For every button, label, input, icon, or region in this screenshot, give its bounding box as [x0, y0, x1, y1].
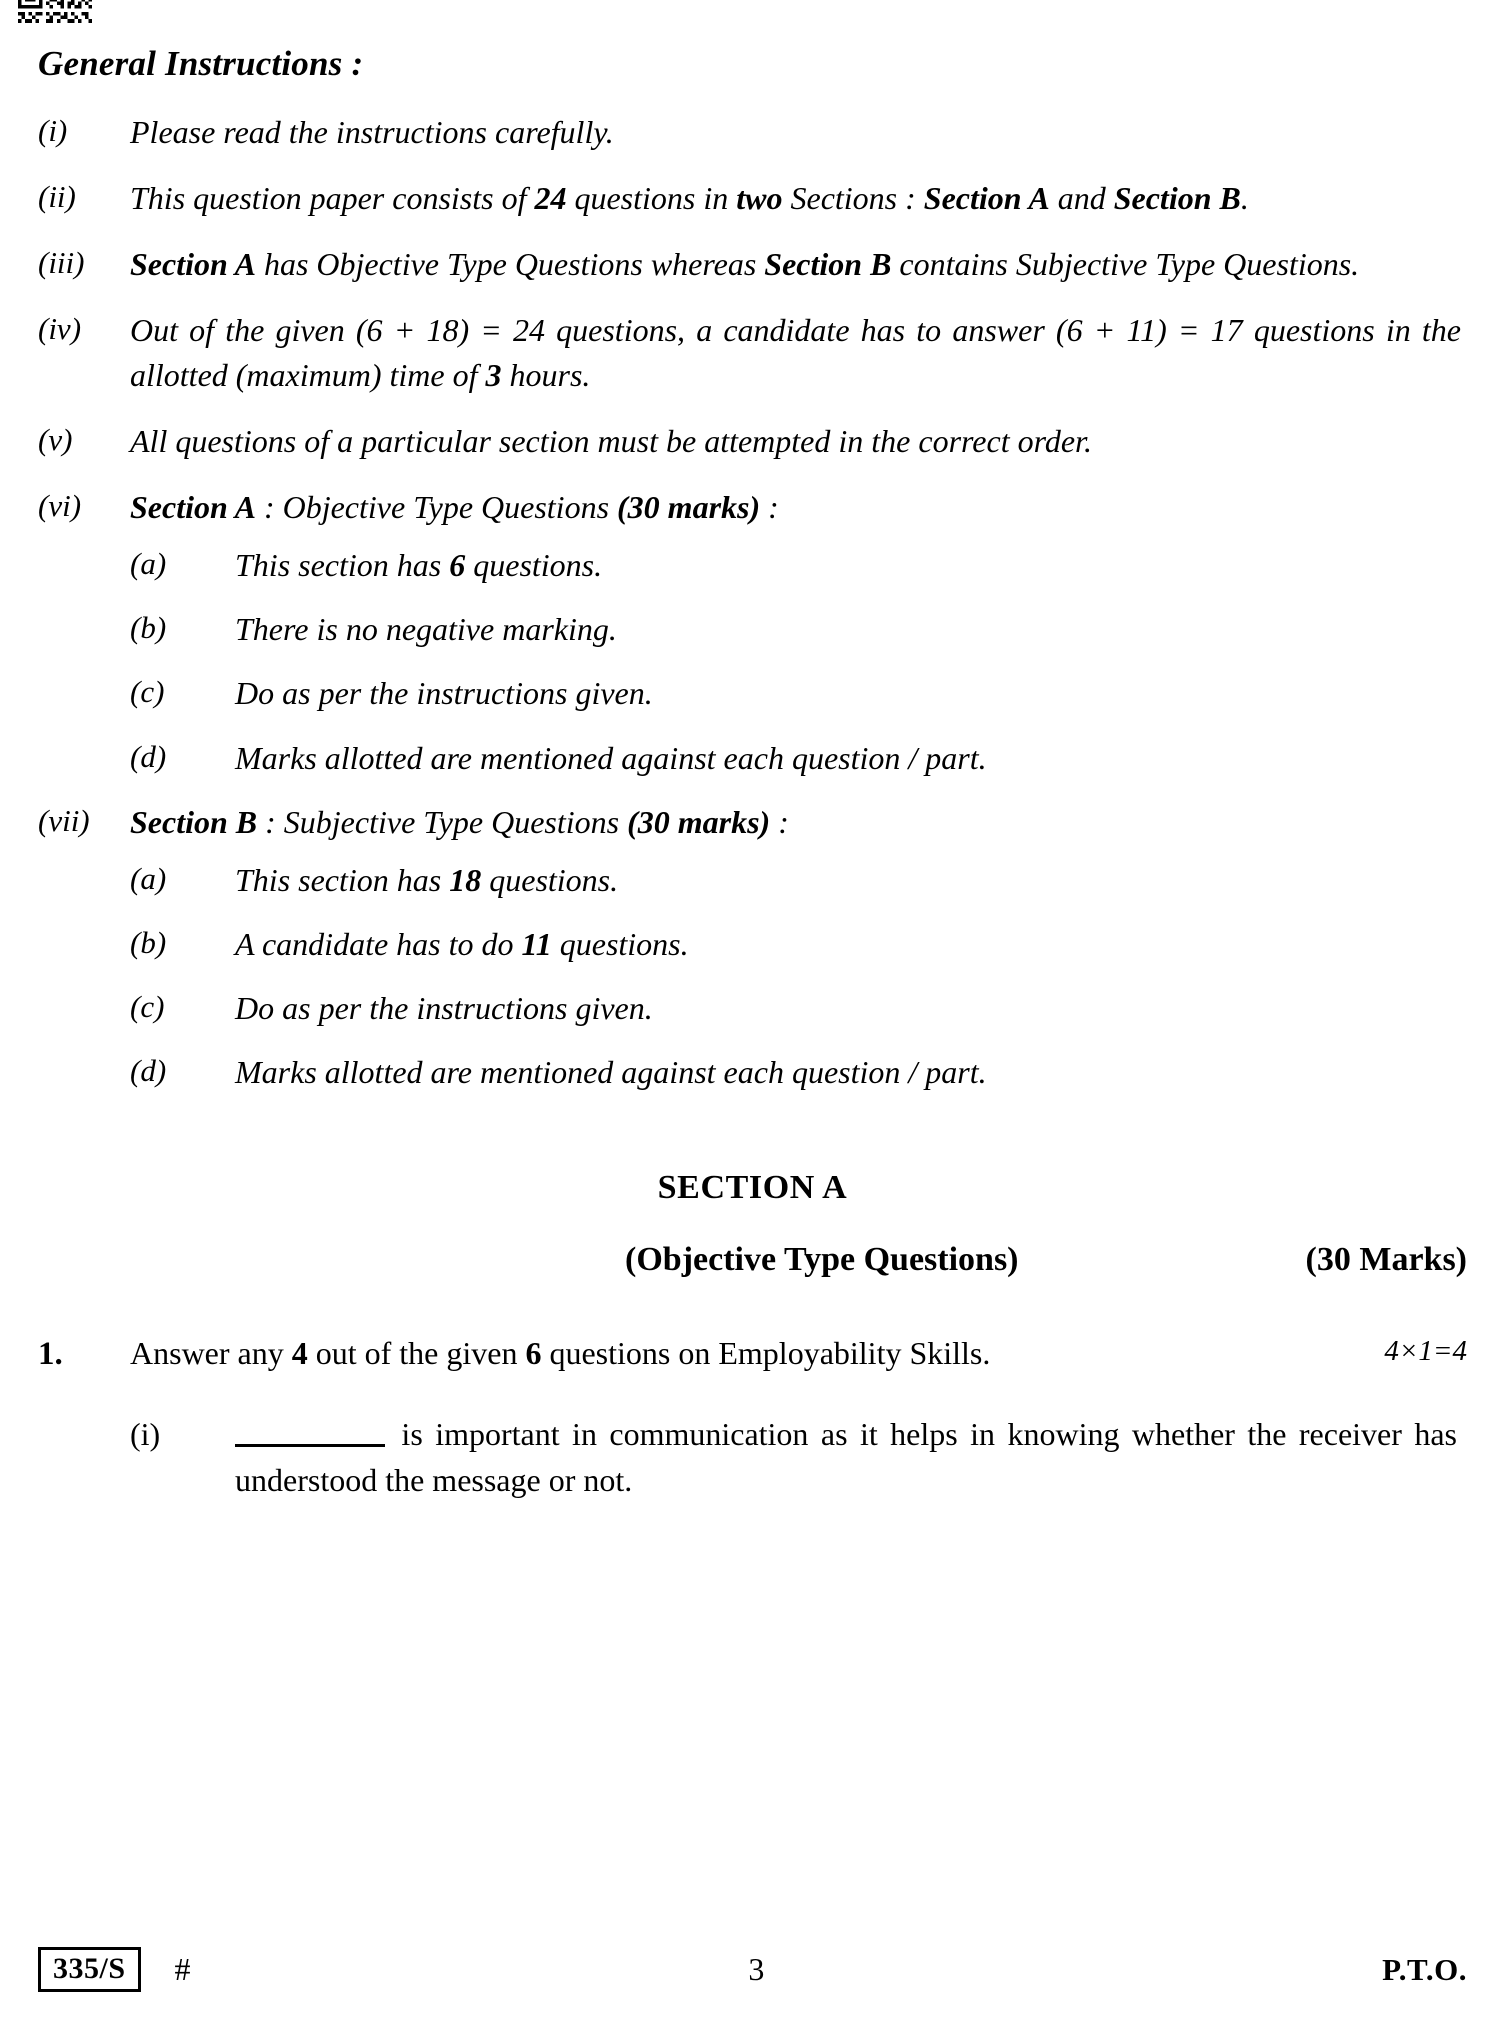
sub-item-marker: (d) [130, 738, 167, 774]
plain-text: Do as per the instructions given. [235, 675, 653, 712]
instructions-list [38, 110, 1467, 463]
question-1-row [38, 1331, 1467, 1377]
question-part-text [235, 1411, 1467, 1504]
sub-item-text [235, 671, 1467, 715]
plain-text: There is no negative marking. [235, 611, 617, 648]
fill-in-blank [235, 1412, 385, 1447]
emphasis-text: Section B [130, 803, 258, 840]
plain-text: is important in communication as it helps in knowing whether the receiver has understood the message or not. [235, 1415, 1457, 1499]
sub-item-text [235, 986, 1467, 1030]
plain-text: Answer any [130, 1334, 292, 1371]
sub-item-marker: (d) [130, 1053, 167, 1089]
question-text [130, 1331, 1356, 1376]
sub-item-text [235, 736, 1467, 780]
section-a-subtitle-row [38, 1241, 1467, 1279]
sub-item-marker: (a) [130, 860, 167, 896]
instruction-text [130, 800, 1467, 844]
general-instructions-title: General Instructions : [38, 44, 364, 83]
emphasis-text: 24 [534, 180, 567, 217]
question-part-marker: (i) [130, 1415, 161, 1452]
plain-text: Do as per the instructions given. [235, 990, 653, 1027]
plain-text: : Subjective Type Questions [257, 803, 628, 840]
emphasis-text: Section A [923, 180, 1050, 217]
section-b-sub-items [38, 858, 1467, 1095]
page-footer [38, 1947, 1467, 1992]
plain-text: Please read the instructions carefully. [130, 114, 614, 150]
plain-text: questions in [566, 180, 737, 217]
instruction-marker: (i) [38, 113, 68, 148]
plain-text: Marks allotted are mentioned against each question / part. [235, 739, 987, 776]
question-1-parts [38, 1411, 1467, 1504]
emphasis-text: 3 [485, 356, 502, 393]
instruction-sub-item [130, 736, 1467, 780]
plain-text: questions on Employability Skills. [541, 1334, 991, 1371]
instruction-text [130, 242, 1467, 286]
section-a-subtitle: (Objective Type Questions) [625, 1240, 1019, 1278]
section-a-marks: (30 Marks) [1305, 1240, 1467, 1278]
section-b-instruction-block [38, 800, 1467, 1095]
sub-item-marker: (c) [130, 674, 165, 710]
plain-text: . [1240, 180, 1249, 217]
instruction-marker: (iv) [38, 311, 82, 347]
paper-code-badge: 335/S [38, 1947, 141, 1992]
sub-item-marker: (a) [130, 546, 167, 582]
instruction-item [38, 242, 1467, 286]
sub-item-text [235, 1050, 1467, 1094]
instruction-sub-item [130, 922, 1467, 966]
plain-text: hours. [501, 356, 591, 393]
instruction-sub-item [130, 858, 1467, 902]
instruction-item [38, 308, 1467, 396]
instruction-item [38, 419, 1467, 463]
emphasis-text: 4 [291, 1334, 308, 1371]
instruction-text [130, 485, 1467, 529]
instruction-text [130, 110, 1467, 154]
plain-text: contains Subjective Type Questions. [891, 246, 1360, 283]
emphasis-text: 6 [525, 1334, 542, 1371]
section-a-sub-items [38, 543, 1467, 780]
emphasis-text: (30 marks) [627, 803, 771, 840]
question-part [130, 1411, 1467, 1504]
plain-text: questions. [551, 926, 689, 963]
sub-item-marker: (b) [130, 925, 167, 961]
plain-text: out of the given [307, 1334, 526, 1371]
page-number: 3 [748, 1951, 765, 1987]
instruction-marker: (vii) [38, 802, 90, 838]
plain-text: has Objective Type Questions whereas [255, 246, 765, 283]
instruction-sub-item [130, 543, 1467, 587]
plain-text: : [760, 488, 779, 525]
sub-item-text [235, 543, 1467, 587]
plain-text: This section has [235, 861, 450, 898]
instruction-sub-item [130, 1050, 1467, 1094]
instruction-text [130, 176, 1467, 220]
emphasis-text: 11 [521, 926, 552, 963]
question-marks: 4×1=4 [1384, 1334, 1467, 1367]
instruction-item [38, 485, 1467, 529]
sub-item-text [235, 858, 1467, 902]
emphasis-text: 18 [449, 861, 482, 898]
plain-text: questions. [481, 861, 619, 898]
instruction-sub-item [130, 607, 1467, 651]
plain-text: This section has [235, 547, 450, 584]
plain-text: A candidate has to do [235, 926, 522, 963]
instruction-item [38, 110, 1467, 154]
plain-text: Marks allotted are mentioned against each question / part. [235, 1054, 987, 1091]
sub-item-marker: (b) [130, 610, 167, 646]
instruction-marker: (ii) [38, 179, 76, 215]
plain-text: Sections : [782, 180, 924, 217]
emphasis-text: Section B [1113, 180, 1241, 217]
plain-text: All questions of a particular section must be attempted in the correct order. [130, 422, 1092, 459]
emphasis-text: Section A [130, 488, 256, 525]
plain-text: : Objective Type Questions [255, 488, 618, 525]
qr-code-icon [18, 0, 92, 30]
plain-text: and [1049, 180, 1114, 217]
instruction-text [130, 308, 1467, 396]
pto-label: P.T.O. [1382, 1951, 1467, 1987]
emphasis-text: 6 [449, 547, 466, 584]
instruction-sub-item [130, 671, 1467, 715]
sub-item-text [235, 607, 1467, 651]
sub-item-text [235, 922, 1467, 966]
instruction-item [38, 176, 1467, 220]
emphasis-text: two [736, 180, 783, 217]
plain-text: Out of the given (6 + 18) = 24 questions, a candidate has to answer (6 + 11) = 17 questions in the allotted (maximum) time of [130, 312, 1461, 393]
sub-item-marker: (c) [130, 989, 165, 1025]
plain-text: questions. [465, 547, 603, 584]
hash-mark: # [174, 1951, 191, 1987]
instruction-marker: (v) [38, 421, 73, 457]
section-a-instruction-block [38, 485, 1467, 780]
plain-text: This question paper consists of [130, 180, 535, 217]
emphasis-text: Section B [764, 246, 892, 283]
emphasis-text: (30 marks) [617, 488, 761, 525]
plain-text: : [770, 803, 789, 840]
question-number: 1. [38, 1335, 63, 1372]
instruction-sub-item [130, 986, 1467, 1030]
instruction-item [38, 800, 1467, 844]
instruction-text [130, 419, 1467, 463]
section-a-title: SECTION A [657, 1168, 848, 1206]
emphasis-text: Section A [130, 246, 256, 283]
instruction-marker: (vi) [38, 487, 82, 523]
instruction-marker: (iii) [38, 245, 85, 281]
